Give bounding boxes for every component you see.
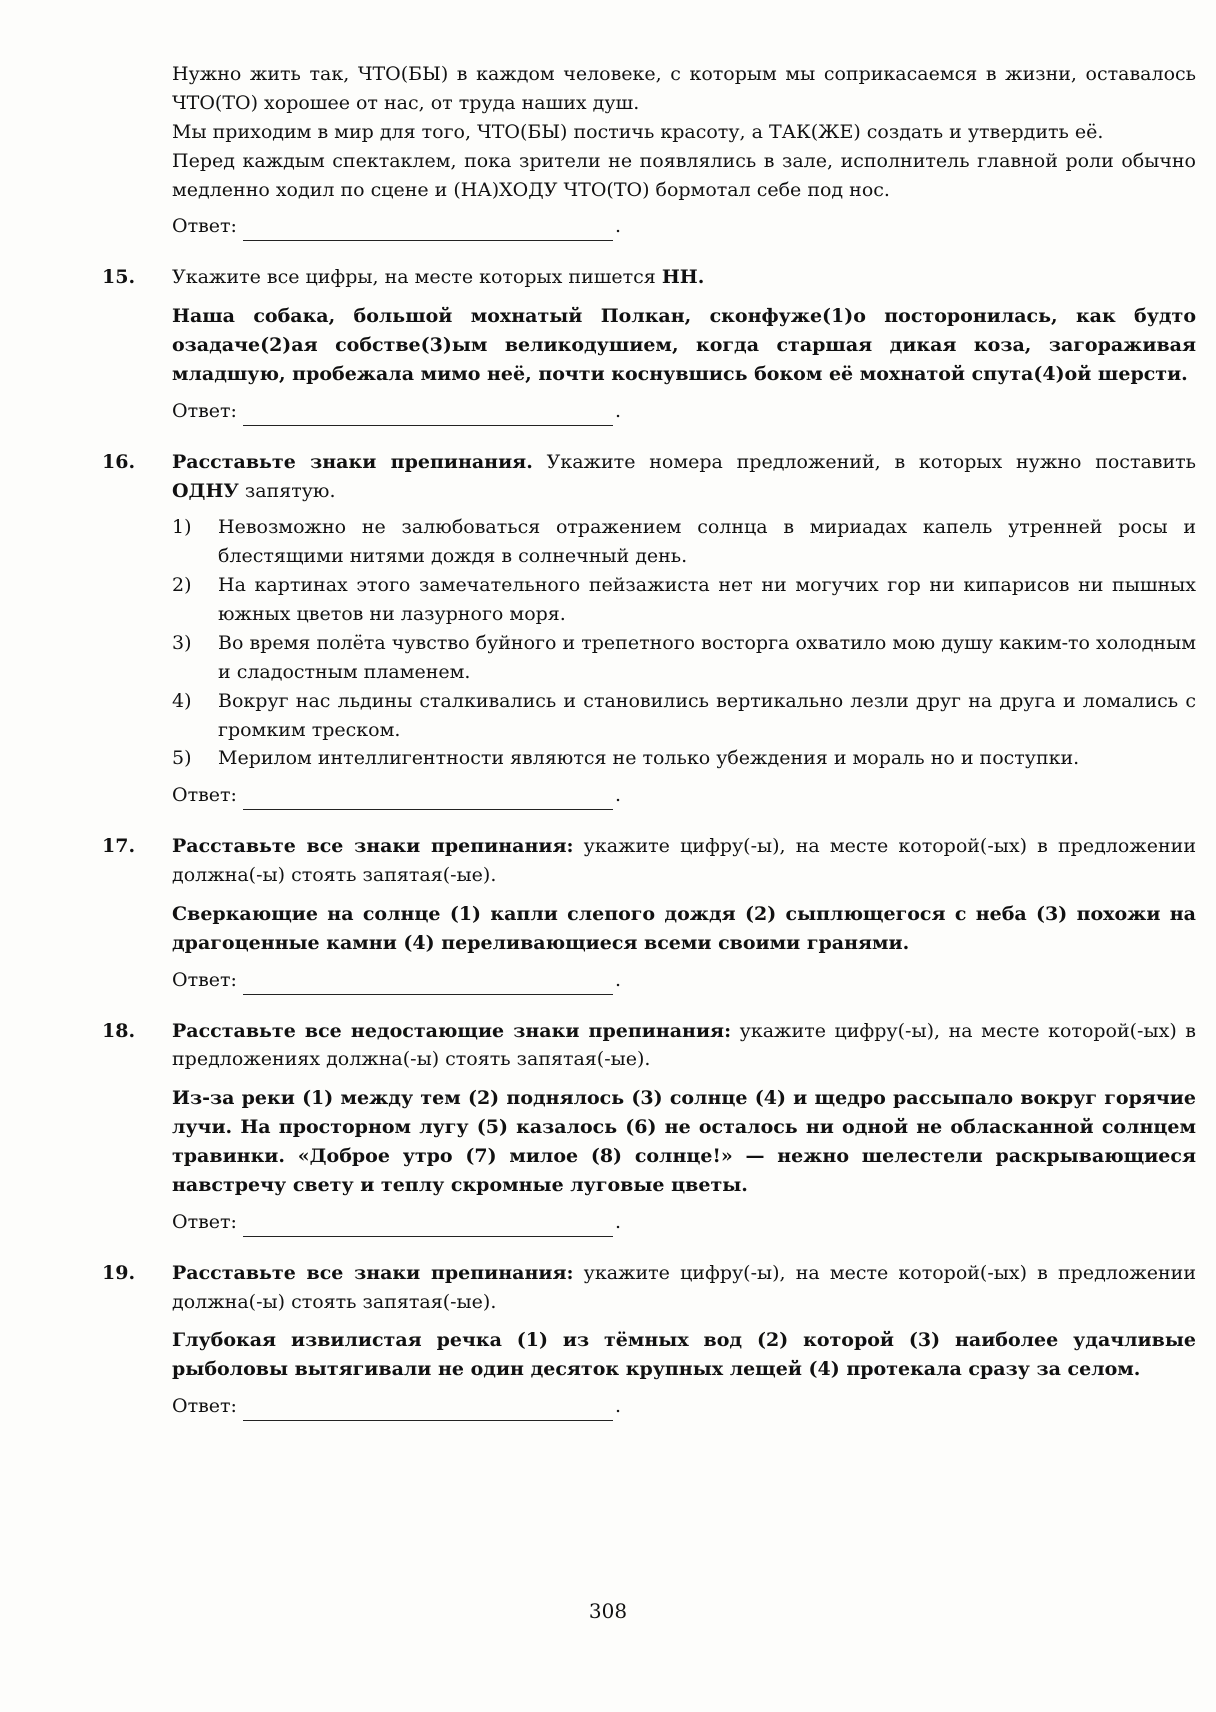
task-instruction bbox=[172, 263, 1196, 292]
list-item-number: 3) bbox=[172, 631, 192, 654]
answer-field[interactable] bbox=[243, 970, 613, 995]
instruction-segment: Расставьте все знаки препинания: bbox=[172, 1261, 574, 1284]
instruction-segment: Расставьте знаки препинания. bbox=[172, 450, 533, 473]
answer-label: Ответ: bbox=[172, 399, 237, 422]
answer-field[interactable] bbox=[243, 1212, 613, 1237]
task-instruction bbox=[172, 1017, 1196, 1075]
answer-row bbox=[172, 1392, 1196, 1421]
instruction-segment: запятую. bbox=[238, 479, 336, 502]
instruction-segment: укажите цифру(-ы), на месте которой(-ых) в предложении должна(-ы) стоять запятая(-ые). bbox=[172, 835, 1196, 886]
task-19-body: Глубокая извилистая речка (1) из тёмных вод (2) которой (3) наиболее удачливые рыболовы вытягивали не один десяток крупных лещей (4) протекала сразу за селом. bbox=[172, 1329, 1196, 1381]
list-item-text: На картинах этого замечательного пейзажиста нет ни могучих гор ни кипарисов ни пышных южных цветов ни лазурного моря. bbox=[218, 574, 1196, 625]
answer-period: . bbox=[614, 1210, 621, 1233]
task-number: 15. bbox=[102, 266, 136, 289]
task-number: 19. bbox=[102, 1261, 136, 1284]
sentence: Мы приходим в мир для того, ЧТО(БЫ) постичь красоту, а ТАК(ЖЕ) создать и утвердить её. bbox=[172, 120, 1104, 143]
answer-field[interactable] bbox=[243, 401, 613, 426]
list-item-text: Мерилом интеллигентности являются не только убеждения и мораль но и поступки. bbox=[218, 747, 1080, 770]
list-item-text: Во время полёта чувство буйного и трепетного восторга охватило мою душу каким-то холодным и сладостным пламенем. bbox=[218, 631, 1196, 683]
answer-label: Ответ: bbox=[172, 215, 237, 238]
answer-period: . bbox=[614, 968, 621, 991]
task-17 bbox=[102, 832, 1196, 994]
list-item-number: 1) bbox=[172, 516, 192, 539]
task-17-body: Сверкающие на солнце (1) капли слепого дождя (2) сыплющегося с неба (3) похожи на драгоценные камни (4) переливающиеся всеми своими гранями. bbox=[172, 902, 1196, 954]
task-18-body: Из-за реки (1) между тем (2) поднялось (3) солнце (4) и щедро рассыпало вокруг горячие лучи. На просторном лугу (5) казалось (6) не осталось ни одной не обласканной солнцем травинки. «Доброе утро (7) милое (8) солнце!» — нежно шелестели раскрывающиеся навстречу свету и теплу скромные луговые цветы. bbox=[172, 1087, 1196, 1196]
list-item-number: 4) bbox=[172, 689, 192, 712]
answer-field[interactable] bbox=[243, 1396, 613, 1421]
answer-row bbox=[172, 781, 1196, 810]
answer-label: Ответ: bbox=[172, 784, 237, 807]
list-item-number: 2) bbox=[172, 574, 192, 597]
task-number: 18. bbox=[102, 1019, 136, 1042]
list-item-text: Невозможно не залюбоваться отражением солнца в мириадах капель утренней росы и блестящими нитями дождя в солнечный день. bbox=[218, 516, 1196, 568]
task-16 bbox=[102, 448, 1196, 811]
task-instruction bbox=[172, 1259, 1196, 1317]
instruction-segment: Расставьте все знаки препинания: bbox=[172, 835, 574, 858]
answer-row bbox=[172, 397, 1196, 426]
answer-field[interactable] bbox=[243, 785, 613, 810]
instruction-segment: Укажите все цифры, на месте которых пишется bbox=[172, 266, 662, 289]
answer-row bbox=[172, 212, 1196, 241]
task-15 bbox=[102, 263, 1196, 425]
task-number: 16. bbox=[102, 450, 136, 473]
answer-period: . bbox=[614, 399, 621, 422]
instruction-segment: укажите цифру(-ы), на месте которой(-ых) в предложениях должна(-ы) стоять запятая(-ые). bbox=[172, 1019, 1196, 1071]
answer-period: . bbox=[614, 215, 621, 238]
sentence-list bbox=[172, 513, 1196, 773]
instruction-segment: укажите цифру(-ы), на месте которой(-ых) в предложении должна(-ы) стоять запятая(-ые). bbox=[172, 1261, 1196, 1313]
list-item bbox=[172, 687, 1196, 745]
instruction-segment: Укажите номера предложений, в которых нужно поставить bbox=[532, 450, 1196, 473]
task-18 bbox=[102, 1017, 1196, 1237]
list-item bbox=[172, 513, 1196, 571]
instruction-segment: Расставьте все недостающие знаки препинания: bbox=[172, 1019, 732, 1042]
sentence: Нужно жить так, ЧТО(БЫ) в каждом человеке, с которым мы соприкасаемся в жизни, оставалось ЧТО(ТО) хорошее от нас, от труда наших душ. bbox=[172, 63, 1196, 114]
answer-row bbox=[172, 966, 1196, 995]
instruction-segment: ОДНУ bbox=[172, 479, 239, 502]
answer-period: . bbox=[614, 1395, 621, 1418]
task-instruction bbox=[172, 832, 1196, 890]
sentence: Перед каждым спектаклем, пока зрители не появлялись в зале, исполнитель главной роли обычно медленно ходил по сцене и (НА)ХОДУ ЧТО(ТО) бормотал себе под нос. bbox=[172, 149, 1196, 201]
list-item bbox=[172, 629, 1196, 687]
list-item-text: Вокруг нас льдины сталкивались и становились вертикально лезли друг на друга и ломались с громким треском. bbox=[218, 689, 1196, 741]
answer-period: . bbox=[614, 784, 621, 807]
instruction-segment: НН. bbox=[661, 266, 705, 289]
task-instruction bbox=[172, 448, 1196, 506]
answer-field[interactable] bbox=[243, 216, 613, 241]
answer-label: Ответ: bbox=[172, 968, 237, 991]
previous-task-block bbox=[172, 60, 1196, 241]
list-item-number: 5) bbox=[172, 747, 192, 770]
page-number: 308 bbox=[588, 1599, 628, 1623]
task-15-body: Наша собака, большой мохнатый Полкан, сконфуже(1)о посторонилась, как будто озадаче(2)ая собстве(3)ым великодушием, когда старшая дикая коза, загораживая младшую, пробежала мимо неё, почти коснувшись боком её мохнатой спута(4)ой шерсти. bbox=[172, 305, 1196, 385]
list-item bbox=[172, 744, 1196, 773]
answer-label: Ответ: bbox=[172, 1210, 237, 1233]
task-number: 17. bbox=[102, 835, 136, 858]
answer-row bbox=[172, 1208, 1196, 1237]
answer-label: Ответ: bbox=[172, 1395, 237, 1418]
list-item bbox=[172, 571, 1196, 629]
task-19 bbox=[102, 1259, 1196, 1421]
